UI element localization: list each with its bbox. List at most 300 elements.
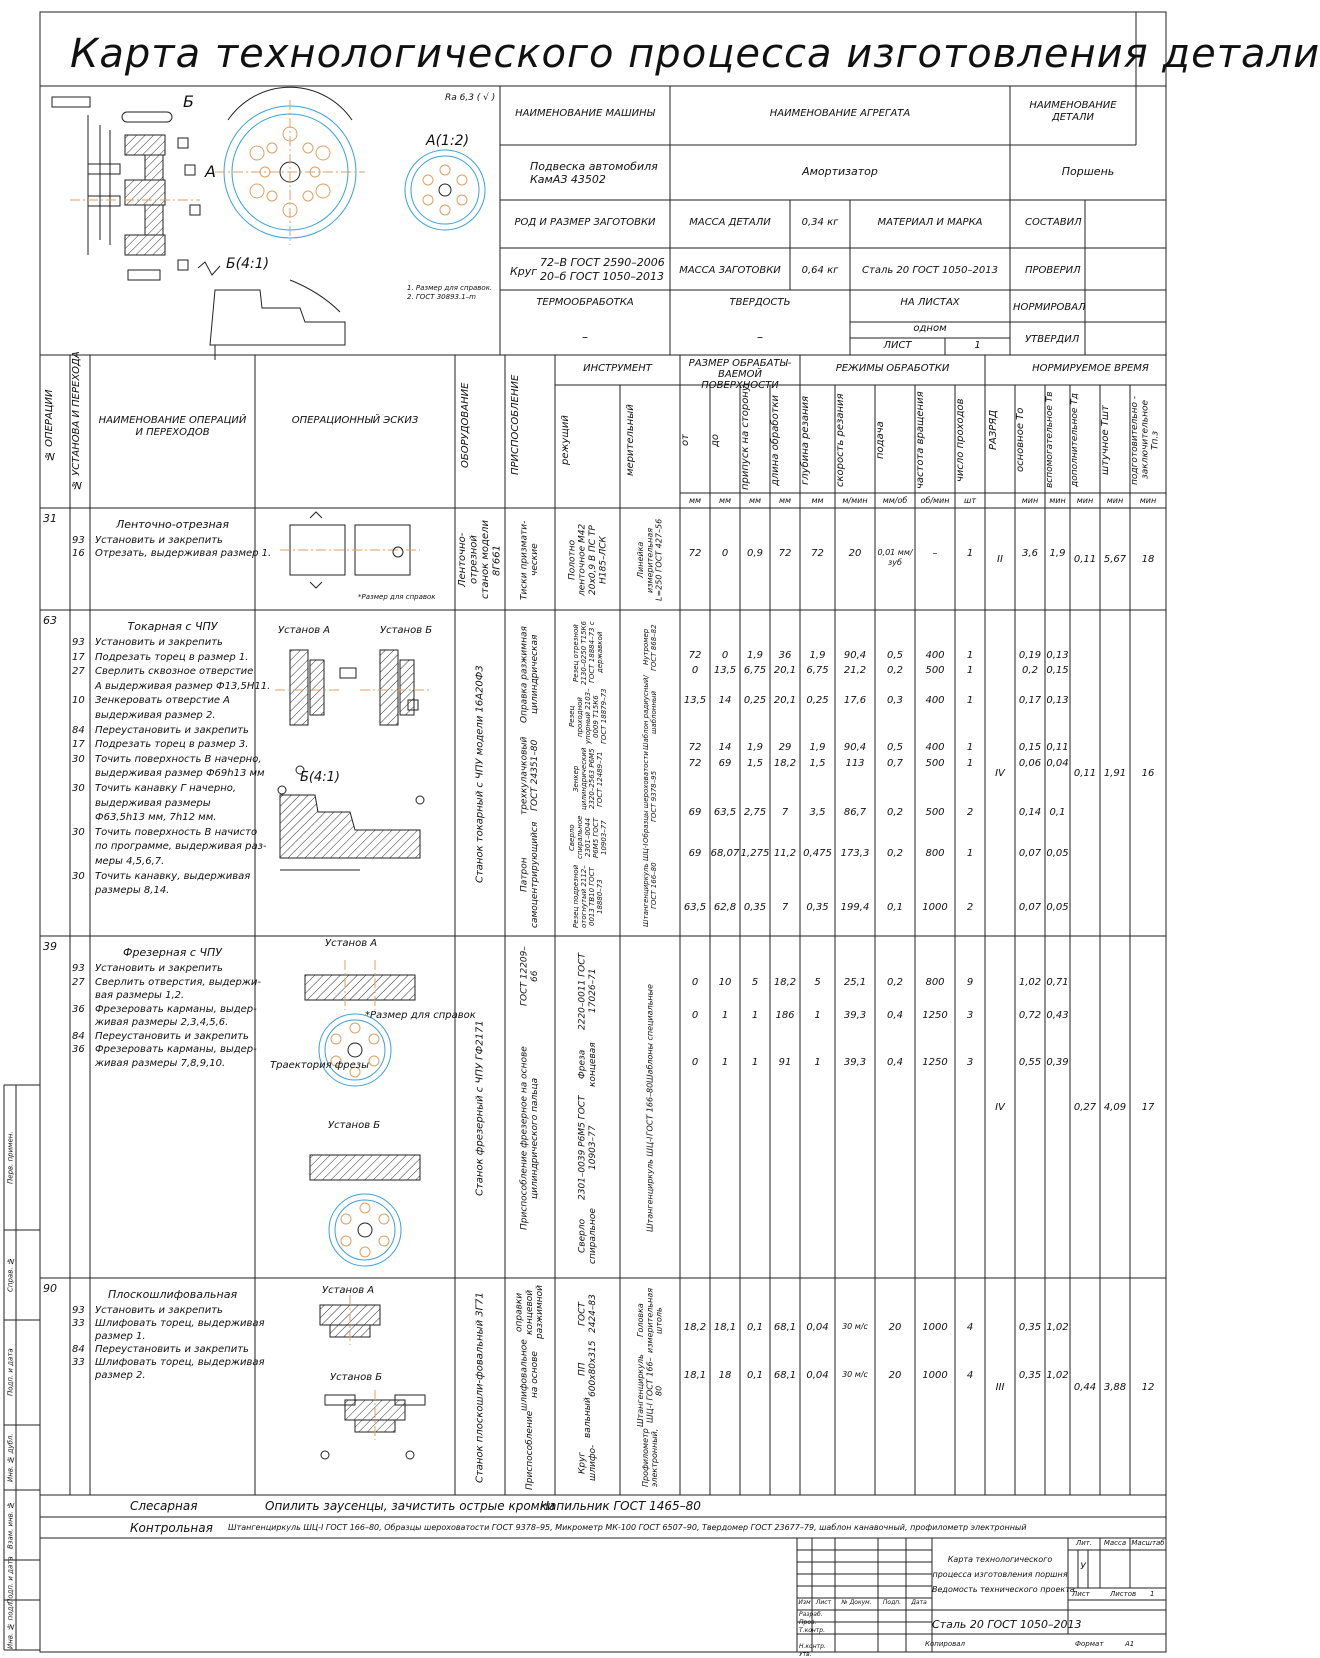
sketch-label: Установ А: [325, 938, 378, 949]
col-length: длина обработки: [770, 394, 781, 486]
time-prep: 12: [1141, 1381, 1155, 1393]
stamp-lit-value: У: [1080, 1562, 1086, 1572]
fixture-line: трехкулачковый ГОСТ 24351–80: [519, 736, 540, 815]
value-rpm: 500: [925, 807, 945, 818]
value-main: 1,02: [1018, 977, 1042, 988]
step-text: Фрезеровать карманы, выдер-: [95, 1003, 257, 1015]
stamp-scale: Масштаб: [1131, 1539, 1165, 1547]
value-depth: 1,9: [809, 742, 826, 753]
value-from: 13,5: [683, 695, 707, 706]
unit-label: мин: [1021, 496, 1039, 505]
step-text: Сверлить сквозное отверстие: [95, 666, 254, 678]
unit-label: об/мин: [920, 496, 950, 505]
value-rpm: 500: [925, 758, 945, 769]
stamp-sheet: Лист: [1072, 1590, 1090, 1598]
fixture-line: Приспособление фрезерное на основе цилиндрического пальца: [519, 1046, 540, 1231]
value-main: 0,35: [1018, 1370, 1042, 1381]
step-text: Подрезать торец в размер 1.: [95, 651, 249, 663]
value-len: 91: [778, 1057, 792, 1068]
value-depth: 5: [814, 977, 821, 988]
value-allow: 6,75: [743, 665, 767, 676]
time-add: 0,27: [1073, 1102, 1097, 1113]
value-from: 0: [691, 1010, 699, 1021]
value-aux: 0,11: [1046, 742, 1069, 753]
value-speed: 86,7: [843, 807, 867, 818]
value-allow: 0,35: [743, 902, 767, 913]
step-text: Шлифовать торец, выдерживая: [95, 1357, 265, 1368]
value-from: 0: [691, 977, 699, 988]
operation-number: 90: [43, 1282, 57, 1295]
fixture: Тиски призмати-ческие: [519, 520, 540, 600]
step-number: 30: [72, 826, 85, 838]
compiled-label: СОСТАВИЛ: [1025, 217, 1082, 228]
value-feed: 20: [888, 1370, 902, 1381]
col-op-name: НАИМЕНОВАНИЕ ОПЕРАЦИЙ И ПЕРЕХОДОВ: [98, 415, 247, 438]
value-aux: 0,43: [1046, 1010, 1069, 1021]
equipment: Станок фрезерный с ЧПУ ГФ2171: [474, 1020, 486, 1196]
col-t-piece: штучное Тшт: [1100, 405, 1111, 475]
checked-label: ПРОВЕРИЛ: [1025, 265, 1081, 276]
value-len: 20,1: [773, 665, 797, 676]
value-rpm: 400: [925, 650, 945, 661]
unit-label: мм: [688, 496, 702, 505]
value-passes: 2: [966, 807, 974, 818]
tool-cutting-line: ГОСТ 2424–83: [577, 1294, 598, 1334]
value-main: 0,07: [1018, 848, 1042, 859]
step-text: размер 1.: [95, 1331, 146, 1342]
operation-name: Ленточно-отрезная: [115, 518, 230, 531]
step-text: Установить и закрепить: [95, 637, 223, 648]
value-feed: 20: [888, 1322, 902, 1333]
value-to: 0: [721, 548, 729, 559]
value-main: 0,15: [1018, 742, 1042, 753]
col-tool-group: ИНСТРУМЕНТ: [583, 363, 652, 374]
part-mass-label: МАССА ДЕТАЛИ: [689, 217, 771, 228]
value-rpm: 1250: [922, 1010, 948, 1021]
step-number: 33: [72, 1318, 85, 1329]
side-label: Инв. № подл.: [6, 1600, 15, 1650]
side-label: Инв. № дубл.: [6, 1433, 15, 1482]
tool-measuring-line: Шаблоны специальные: [645, 984, 655, 1084]
col-size-from: от: [680, 434, 691, 446]
approved-label: УТВЕРДИЛ: [1025, 334, 1080, 345]
value-feed: 0,4: [887, 1010, 903, 1021]
step-text: живая размеры 7,8,9,10.: [95, 1057, 226, 1069]
blank-mass-label: МАССА ЗАГОТОВКИ: [679, 265, 781, 276]
value-rpm: 1250: [922, 1057, 948, 1068]
tool-measuring-line: Профилометр электронный,: [640, 1428, 659, 1487]
stamp-row-label: Утв.: [799, 1651, 812, 1658]
value-allow: 0,9: [747, 548, 763, 559]
value-feed: 0,3: [887, 695, 903, 706]
step-text: Точить канавку, выдерживая: [95, 870, 251, 882]
value-len: 29: [778, 742, 792, 753]
hardness-label: ТВЕРДОСТЬ: [729, 297, 791, 308]
value-passes: 1: [966, 848, 974, 859]
col-size-group: РАЗМЕР ОБРАБАТЫ- ВАЕМОЙ ПОВЕРХНОСТИ: [688, 358, 792, 391]
value-passes: 1: [966, 650, 974, 661]
tool-measuring: Линейка измерительная L=250 ГОСТ 427–56: [636, 518, 664, 602]
step-text: Переустановить и закрепить: [95, 724, 249, 736]
view-b-label: Б: [183, 92, 194, 111]
side-label: Справ. №: [6, 1257, 15, 1293]
value-allow: 5: [751, 977, 759, 988]
slesar-label: Слесарная: [130, 1499, 198, 1513]
step-number: 33: [72, 1357, 85, 1368]
sketch-label: Траектория фрезы: [270, 1060, 370, 1071]
stamp-format-value: А1: [1125, 1640, 1135, 1648]
stamp-sheets-value: 1: [1150, 1590, 1155, 1598]
side-label: Взам. инв. №: [6, 1500, 15, 1550]
value-len: 7: [781, 902, 789, 913]
step-text: выдерживая размер Ф69h13 мм: [95, 768, 265, 780]
step-text: Переустановить и закрепить: [95, 1030, 249, 1042]
unit-name: Амортизатор: [802, 165, 878, 178]
fixture-line: Оправка разжимная цилиндрическая: [519, 626, 540, 723]
equipment: Ленточно-отрезной станок модели 8Г661: [457, 520, 503, 600]
stamp-row-label: Н.контр.: [799, 1643, 826, 1650]
value-rpm: 500: [925, 665, 945, 676]
step-text: Отрезать, выдерживая размер 1.: [95, 548, 272, 559]
value-to: 10: [718, 977, 732, 988]
value-rpm: 1000: [922, 902, 948, 913]
value-main: 0,19: [1018, 650, 1042, 661]
value-depth: 1: [814, 1010, 821, 1021]
value-aux: 0,05: [1046, 902, 1069, 913]
step-text: Точить поверхность В начисто: [95, 826, 258, 838]
tool-measuring-line: Образцы шероховатости ГОСТ 9378–95: [641, 750, 658, 843]
step-text: размер 2.: [95, 1370, 146, 1381]
value-len: 7: [781, 807, 789, 818]
hardness-value: –: [757, 330, 763, 344]
col-tool-cut: режущий: [560, 415, 571, 465]
value-passes: 1: [966, 695, 974, 706]
side-label: Подп. и дата: [6, 1348, 15, 1397]
value-speed: 90,4: [843, 742, 867, 753]
value-depth: 3,5: [809, 807, 826, 818]
fixture-line: Приспособление: [524, 1410, 535, 1491]
value-to: 63,5: [713, 807, 737, 818]
step-text: Ф63,5h13 мм, 7h12 мм.: [95, 812, 217, 824]
value-depth: 0,475: [803, 848, 832, 859]
sketch-op63: [275, 650, 430, 870]
part-name: Поршень: [1061, 165, 1115, 178]
step-number: 16: [72, 548, 85, 559]
value-len: 68,1: [773, 1370, 797, 1381]
operation-number: 63: [43, 614, 57, 627]
stamp-col-label: Лист: [815, 1599, 832, 1606]
step-text: Установить и закрепить: [95, 1305, 223, 1316]
side-label: Перв. примен.: [6, 1131, 15, 1184]
value-depth: 1,5: [809, 758, 826, 769]
tool-measuring-line: Штангенциркуль ШЦ-I: [645, 1136, 655, 1232]
unit-label: мин: [1076, 496, 1094, 505]
tool-cutting: [558, 1288, 618, 1487]
value-feed: 0,2: [887, 807, 903, 818]
step-text: выдерживая размер 2.: [95, 710, 216, 721]
tool-measuring: [622, 1288, 678, 1487]
col-grade: РАЗРЯД: [988, 409, 999, 451]
value-speed: 30 м/с: [842, 1322, 868, 1331]
value-rpm: 1000: [922, 1370, 948, 1381]
grade-value: IV: [995, 1102, 1005, 1113]
time-prep: 18: [1141, 554, 1155, 565]
tool-cutting-line: Фреза концевая: [577, 1041, 598, 1087]
step-number: 17: [72, 739, 85, 751]
tool-cutting-line: Круг шлифо-: [577, 1444, 598, 1481]
stamp-row-label: Разраб.: [799, 1611, 823, 1618]
stamp-sheets: Листов: [1110, 1590, 1137, 1598]
value-allow: 1,275: [740, 848, 770, 859]
control-text: Штангенциркуль ШЦ-I ГОСТ 166–80, Образцы шероховатости ГОСТ 9378–95, Микрометр МК-100 ГОСТ 6507–90, Твердомер ГОСТ 23677–79, шаблон канавочный, профилометр электронный: [228, 1523, 1027, 1532]
value-main: 0,35: [1018, 1322, 1042, 1333]
value-feed: 0,2: [887, 665, 903, 676]
stamp-row-label: Пров.: [799, 1619, 817, 1626]
tool-measuring-line: Шаблон радиусный/шаблонный: [641, 674, 658, 750]
value-main: 0,17: [1018, 695, 1042, 706]
value-rpm: 1000: [922, 1322, 948, 1333]
view-a-label: А(1:2): [426, 133, 470, 149]
value-speed: 39,3: [843, 1010, 867, 1021]
tool-measuring: [622, 946, 678, 1270]
value-from: 0: [691, 1057, 699, 1068]
drawing-note-1: 1. Размер для справок.: [407, 284, 493, 292]
value-feed: 0,2: [887, 848, 903, 859]
step-text: Точить поверхность В начерно,: [95, 753, 262, 765]
value-speed: 17,6: [843, 695, 867, 706]
unit-label: м/мин: [842, 496, 868, 505]
time-piece: 3,88: [1103, 1381, 1127, 1393]
value-feed: 0,5: [887, 650, 903, 661]
value-aux: 1,9: [1049, 548, 1066, 559]
value-to: 1: [721, 1010, 729, 1021]
value-allow: 1,9: [747, 742, 763, 753]
value-speed: 199,4: [840, 902, 870, 913]
value-feed: 0,4: [887, 1057, 903, 1068]
col-t-aux: вспомогательное Тв: [1045, 391, 1055, 489]
value-depth: 0,25: [806, 695, 829, 706]
value-len: 72: [778, 548, 792, 559]
value-allow: 0,25: [743, 695, 767, 706]
operation-name: Плоскошлифовальная: [107, 1288, 238, 1301]
step-number: 93: [72, 535, 85, 546]
value-rpm: 800: [925, 848, 945, 859]
equipment: Станок плоскошли-фовальный 3Г71: [474, 1292, 486, 1483]
step-number: 27: [72, 976, 85, 988]
step-number: 93: [72, 963, 85, 974]
operation-name: Фрезерная с ЧПУ: [123, 946, 222, 959]
tool-cutting-line: Резец отрезной 2130–0250 Т15К6 ГОСТ 18884–73 с державкой: [571, 620, 605, 685]
value-passes: 1: [966, 758, 974, 769]
operation-number: 39: [43, 940, 57, 953]
material: Сталь 20 ГОСТ 1050–2013: [862, 265, 998, 276]
value-feed: 0,1: [887, 902, 903, 913]
value-to: 14: [718, 742, 732, 753]
tool-cutting-line: ПП 600х80х315: [577, 1340, 598, 1398]
time-prep: 17: [1141, 1102, 1155, 1113]
page-title: Карта технологического процесса изготовления детали: [70, 31, 1320, 77]
part-drawing-main: [52, 87, 485, 360]
col-rpm: частота вращения: [915, 391, 926, 489]
tool-cutting-line: 2301–0039 Р6М5 ГОСТ 10903–77: [577, 1095, 598, 1200]
section-a-mark: А: [205, 162, 216, 181]
col-allowance: припуск на сторону: [740, 385, 751, 490]
col-time-group: НОРМИРУЕМОЕ ВРЕМЯ: [1032, 363, 1149, 374]
value-to: 18,1: [713, 1322, 737, 1333]
sketch-op31: [280, 512, 420, 588]
tool-measuring-line: Головка измерительная штоль: [636, 1288, 664, 1354]
unit-label: мм: [718, 496, 732, 505]
value-depth: 0,35: [806, 902, 829, 913]
tool-cutting-line: 2220–0011 ГОСТ 17026–71: [577, 952, 598, 1030]
stamp-mass: Масса: [1103, 1539, 1127, 1547]
part-name-label: НАИМЕНОВАНИЕ ДЕТАЛИ: [1029, 100, 1117, 123]
operation-number: 31: [43, 512, 57, 525]
value-main: 0,2: [1022, 665, 1038, 676]
drawing-note-2: 2. ГОСТ 30893.1–m: [407, 293, 476, 301]
value-main: 0,72: [1018, 1010, 1042, 1021]
sheets-label: НА ЛИСТАХ: [900, 297, 960, 308]
sheet-label: ЛИСТ: [883, 340, 912, 351]
value-from: 72: [688, 742, 702, 753]
value-from: 0: [691, 665, 699, 676]
blank-prefix: Круг: [510, 265, 538, 278]
value-aux: 0,1: [1049, 807, 1066, 818]
value-feed: 0,5: [887, 742, 903, 753]
value-from: 18,1: [683, 1370, 707, 1381]
time-add: 0,11: [1073, 768, 1097, 779]
value-to: 13,5: [713, 665, 737, 676]
value-feed: 0,7: [887, 758, 903, 769]
step-text: вая размеры 1,2.: [95, 990, 185, 1001]
heat-treatment-label: ТЕРМООБРАБОТКА: [536, 297, 634, 308]
grade-value: III: [995, 1381, 1005, 1393]
unit-label: мм/об: [882, 496, 908, 505]
unit-label: шт: [964, 496, 976, 505]
col-op-no: № ОПЕРАЦИИ: [44, 389, 55, 461]
stamp-copied: Копировал: [925, 1640, 965, 1648]
unit-label: мм: [778, 496, 792, 505]
step-text: по программе, выдерживая раз-: [95, 841, 267, 853]
value-main: 0,14: [1018, 807, 1042, 818]
value-allow: 1: [751, 1010, 759, 1021]
step-number: 84: [72, 724, 85, 736]
value-main: 0,55: [1018, 1057, 1042, 1068]
heat-treatment-value: –: [582, 330, 588, 344]
value-passes: 4: [966, 1370, 974, 1381]
unit-label: мин: [1139, 496, 1157, 505]
value-from: 69: [688, 848, 702, 859]
col-size-to: до: [710, 433, 721, 447]
operation-name: Токарная с ЧПУ: [127, 620, 218, 633]
col-passes: число проходов: [955, 398, 966, 482]
step-number: 36: [72, 1003, 85, 1015]
value-aux: 0,71: [1046, 977, 1069, 988]
blank-line-2: 20–б ГОСТ 1050–2013: [540, 270, 664, 283]
unit-label: мм: [811, 496, 824, 505]
value-to: 1: [721, 1057, 729, 1068]
step-text: А выдерживая размер Ф13,5Н11.: [95, 680, 271, 692]
blank-mass: 0,64 кг: [801, 265, 839, 276]
value-from: 72: [688, 548, 702, 559]
value-speed: 30 м/с: [842, 1370, 868, 1379]
value-rpm: 400: [925, 695, 945, 706]
value-aux: 1,02: [1046, 1370, 1069, 1381]
tool-measuring-line: Штангенциркуль ШЦ-I ГОСТ 166–80: [641, 843, 658, 928]
side-label: Подп. и дата: [6, 1556, 15, 1604]
step-number: 17: [72, 651, 85, 663]
value-aux: 1,02: [1046, 1322, 1069, 1333]
value-len: 18,2: [773, 758, 797, 769]
doc-title-line: Карта технологического: [947, 1555, 1053, 1564]
value-passes: 4: [966, 1322, 974, 1333]
value-passes: 1: [966, 742, 974, 753]
value-to: 18: [718, 1370, 732, 1381]
col-fixture: ПРИСПОСОБЛЕНИЕ: [510, 374, 521, 476]
time-piece: 1,91: [1103, 768, 1127, 779]
tool-measuring: [622, 620, 678, 928]
value-to: 14: [718, 695, 732, 706]
grade-value: IV: [995, 768, 1005, 779]
col-t-main: основное То: [1015, 407, 1026, 473]
col-t-prep: подготовительно - заключительное Тп.з: [1130, 395, 1161, 485]
step-number: 84: [72, 1344, 85, 1355]
step-text: Переустановить и закрепить: [95, 1344, 249, 1355]
grade-value: II: [997, 554, 1003, 565]
value-to: 69: [718, 758, 732, 769]
value-allow: 1,9: [747, 650, 763, 661]
value-from: 18,2: [683, 1322, 707, 1333]
stamp-lit: Лит.: [1075, 1539, 1093, 1547]
value-speed: 21,2: [843, 665, 867, 676]
value-feed: 0,01 мм/зуб: [877, 548, 913, 567]
step-number: 84: [72, 1030, 85, 1042]
step-number: 36: [72, 1044, 85, 1055]
time-piece: 4,09: [1103, 1102, 1127, 1113]
value-main: 0,06: [1018, 758, 1042, 769]
step-number: 30: [72, 753, 85, 765]
value-depth: 6,75: [806, 665, 829, 676]
tool-cutting-line: Резец проходной упорный 2103–0009 Т15К6 ГОСТ 18879–73: [567, 688, 609, 745]
step-text: Точить канавку Г начерно,: [95, 783, 237, 794]
value-passes: 3: [966, 1057, 974, 1068]
step-text: Подрезать торец в размер 3.: [95, 739, 249, 751]
unit-label: мм: [748, 496, 762, 505]
step-number: 93: [72, 637, 85, 648]
view-b-detail-label: Б(4:1): [226, 256, 270, 272]
value-allow: 2,75: [743, 807, 767, 818]
tool-cutting-line: Зенкер цилиндрический 2320–2563 Р6М5 ГОСТ 12489–71: [571, 747, 605, 811]
col-tool-meas: мерительный: [625, 404, 636, 476]
value-aux: 0,13: [1046, 650, 1069, 661]
value-allow: 0,1: [747, 1370, 763, 1381]
value-allow: 1,5: [747, 758, 763, 769]
stamp-col-label: Дата: [911, 1599, 927, 1606]
unit-name-label: НАИМЕНОВАНИЕ АГРЕГАТА: [769, 108, 911, 119]
value-depth: 1,9: [809, 650, 826, 661]
value-rpm: 800: [925, 977, 945, 988]
control-label: Контрольная: [130, 1521, 213, 1535]
value-speed: 25,1: [843, 977, 867, 988]
doc-title-line: Ведомость технического проекта: [932, 1585, 1075, 1594]
time-prep: 16: [1141, 768, 1155, 779]
step-text: Зенкеровать отверстие А: [95, 695, 231, 707]
sketch-label: Установ Б: [328, 1120, 381, 1131]
value-rpm: –: [932, 548, 938, 559]
tool-measuring-line: Нутромер ГОСТ 868–82: [641, 623, 658, 671]
value-len: 18,2: [773, 977, 797, 988]
col-step-no: № УСТАНОВА И ПЕРЕХОДА: [71, 351, 82, 490]
